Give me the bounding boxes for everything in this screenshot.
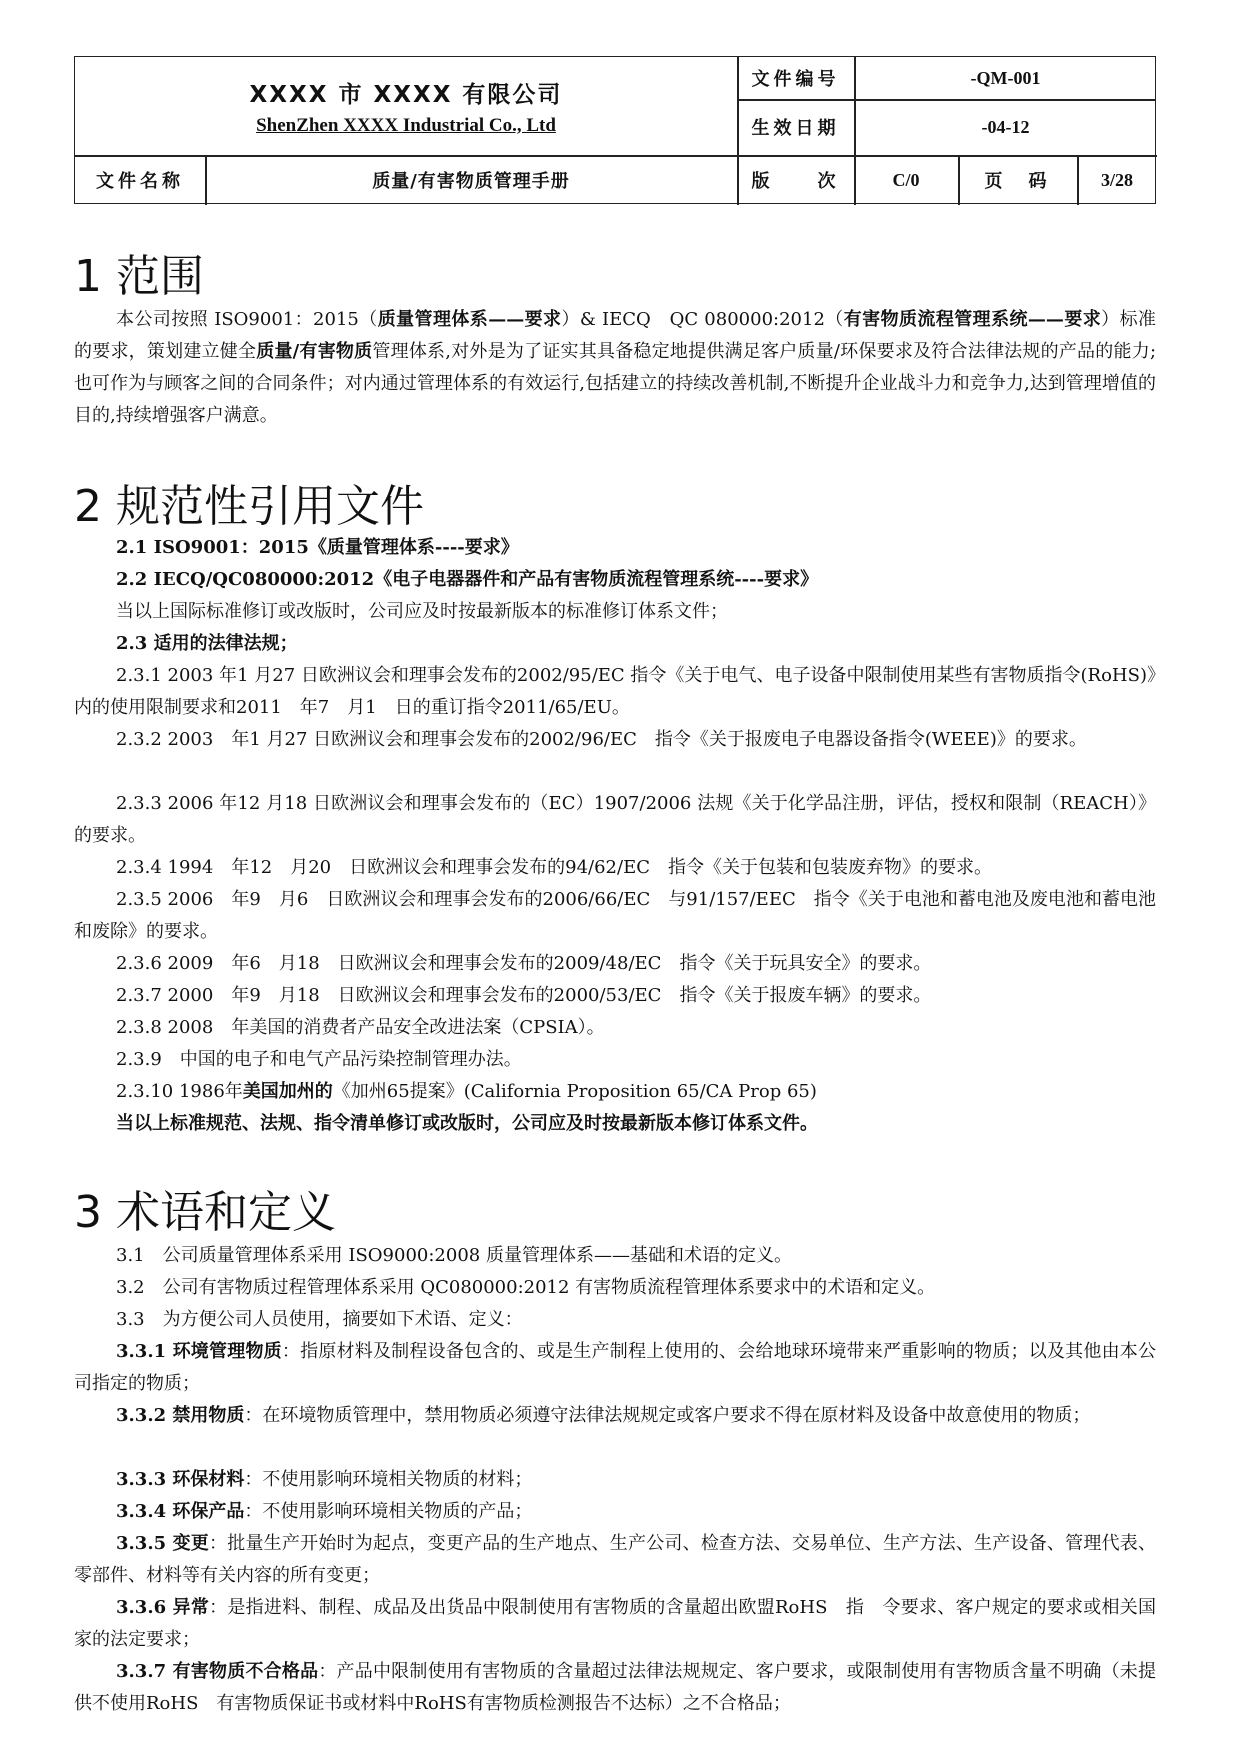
text-run-bold: 质量管理体系——要求 [377, 309, 562, 330]
ref-revision-note: 当以上标准规范、法规、指令清单修订或改版时，公司应及时按最新版本修订体系文件。 [116, 1113, 818, 1134]
ref-2-3-10 [116, 1076, 1156, 1108]
term-3-2: 3.2 公司有害物质过程管理体系采用 QC080000:2012 有害物质流程管理体系要求中的术语和定义。 [116, 1277, 936, 1298]
definition-text: ：指原材料及制程设备包含的、或是生产制程上使用的、会给地球环境带来严重影响的物质；以及其他由本公司指定的物质； [74, 1341, 1157, 1394]
page-label: 页 码 [984, 171, 1051, 192]
ref-2-3-3: 2.3.3 2006 年12 月18 日欧洲议会和理事会发布的（EC）1907/2006 法规《关于化学品注册，评估，授权和限制（REACH）》的要求。 [74, 793, 1156, 846]
doc-name-value: 质量/有害物质管理手册 [372, 171, 570, 192]
definition-3-3-5 [74, 1528, 1156, 1592]
text-run: 2.3.10 1986年 [116, 1081, 243, 1102]
ref-2-3-6: 2.3.6 2009 年6 月18 日欧洲议会和理事会发布的2009/48/EC 指令《关于玩具安全》的要求。 [116, 953, 932, 974]
ref-2-3-8: 2.3.8 2008 年美国的消费者产品安全改进法案（CPSIA）。 [116, 1017, 605, 1038]
effective-date-value: -04-12 [981, 116, 1030, 137]
definition-term: 3.3.1 环境管理物质 [116, 1341, 282, 1362]
definition-text: ：在环境物质管理中，禁用物质必须遵守法律法规规定或客户要求不得在原材料及设备中故意使用的物质； [244, 1405, 1091, 1426]
definition-3-3-2 [74, 1400, 1156, 1432]
section-2-heading: 2 规范性引用文件 [74, 481, 424, 532]
text-run: 《加州65提案》(California Proposition 65/CA Prop 65) [332, 1081, 817, 1102]
ref-2-3-7: 2.3.7 2000 年9 月18 日欧洲议会和理事会发布的2000/53/EC 指令《关于报废车辆》的要求。 [116, 985, 932, 1006]
doc-name-label: 文件名称 [96, 171, 184, 192]
definition-term: 3.3.6 异常 [116, 1597, 210, 1618]
definition-text: ：批量生产开始时为起点，变更产品的生产地点、生产公司、检查方法、交易单位、生产方法、生产设备、管理代表、零部件、材料等有关内容的所有变更； [74, 1533, 1157, 1586]
text-run: ）标准的要求，策划建立健全 [74, 309, 1156, 362]
company-name-zh: XXXX 市 XXXX 有限公司 [249, 81, 563, 108]
version-value: C/0 [892, 169, 920, 190]
definition-text: ：不使用影响环境相关物质的产品； [244, 1501, 533, 1522]
effective-date-label: 生效日期 [751, 118, 840, 139]
definition-3-3-4 [116, 1496, 1156, 1528]
text-run: 本公司按照 ISO9001：2015（ [116, 309, 378, 330]
page-number-value: 3/28 [1100, 169, 1133, 190]
version-label: 版 次 [751, 171, 840, 192]
text-run-bold: 质量/有害物质 [256, 341, 373, 362]
section-1-paragraph [74, 304, 1156, 432]
definition-term: 3.3.5 变更 [116, 1533, 210, 1554]
company-name-en: ShenZhen XXXX Industrial Co., Ltd [256, 114, 556, 136]
term-3-1: 3.1 公司质量管理体系采用 ISO9000:2008 质量管理体系——基础和术语的定义。 [116, 1245, 792, 1266]
definition-text: ：不使用影响环境相关物质的材料； [244, 1469, 533, 1490]
ref-2-3: 2.3 适用的法律法规； [116, 633, 298, 654]
text-run-bold: 有害物质流程管理系统——要求 [843, 309, 1102, 330]
ref-2-3-9: 2.3.9 中国的电子和电气产品污染控制管理办法。 [116, 1049, 522, 1070]
doc-number-label: 文件编号 [751, 69, 840, 90]
definition-term: 3.3.3 环保材料 [116, 1469, 245, 1490]
definition-term: 3.3.7 有害物质不合格品 [116, 1661, 319, 1682]
text-run-bold: 美国加州的 [242, 1081, 333, 1102]
section-1-heading: 1 范围 [74, 251, 204, 302]
definition-term: 3.3.2 禁用物质 [116, 1405, 245, 1426]
text-run: 管理体系,对外是为了证实其具备稳定地提供满足客户质量/环保要求及符合法律法规的产品的能力; 也可作为与顾客之间的合同条件；对内通过管理体系的有效运行,包括建立的持续改善机制,不断提升企业战斗力和竞争力,达到管理增值的目的,持续增强客户满意。 [74, 341, 1157, 426]
company-name-block [75, 57, 737, 155]
ref-2-3-2: 2.3.2 2003 年1 月27 日欧洲议会和理事会发布的2002/96/EC 指令《关于报废电子电器设备指令(WEEE)》的要求。 [116, 729, 1087, 750]
definition-term: 3.3.4 环保产品 [116, 1501, 245, 1522]
ref-2-2-note: 当以上国际标准修订或改版时，公司应及时按最新版本的标准修订体系文件； [116, 601, 728, 622]
ref-2-3-4: 2.3.4 1994 年12 月20 日欧洲议会和理事会发布的94/62/EC 指令《关于包装和包装废弃物》的要求。 [116, 857, 992, 878]
definition-3-3-7 [74, 1656, 1156, 1720]
document-header-table [74, 56, 1156, 204]
definition-text: ：是指进料、制程、成品及出货品中限制使用有害物质的含量超出欧盟RoHS 指 令要求、客户规定的要求或相关国家的法定要求； [74, 1597, 1156, 1650]
ref-2-1: 2.1 ISO9001：2015《质量管理体系----要求》 [116, 537, 519, 558]
definition-3-3-1 [74, 1336, 1156, 1400]
ref-2-3-5: 2.3.5 2006 年9 月6 日欧洲议会和理事会发布的2006/66/EC 与91/157/EEC 指令《关于电池和蓄电池及废电池和蓄电池和废除》的要求。 [74, 889, 1156, 942]
definition-3-3-6 [74, 1592, 1156, 1656]
definition-text: ：产品中限制使用有害物质的含量超过法律法规规定、客户要求，或限制使用有害物质含量不明确（未提供不使用RoHS 有害物质保证书或材料中RoHS有害物质检测报告不达标）之不合格品； [74, 1661, 1156, 1714]
doc-number-value: -QM-001 [970, 67, 1041, 88]
term-3-3: 3.3 为方便公司人员使用，摘要如下术语、定义： [116, 1309, 523, 1330]
text-run: ）& IECQ QC 080000:2012（ [561, 309, 844, 330]
ref-2-3-1: 2.3.1 2003 年1 月27 日欧洲议会和理事会发布的2002/95/EC 指令《关于电气、电子设备中限制使用某些有害物质指令(RoHS)》内的使用限制要求和2011 年7 月1 日的重订指令2011/65/EU。 [74, 665, 1156, 718]
section-3-heading: 3 术语和定义 [74, 1187, 336, 1238]
definition-3-3-3 [116, 1464, 1156, 1496]
ref-2-2: 2.2 IECQ/QC080000:2012《电子电器器件和产品有害物质流程管理系统----要求》 [116, 569, 819, 590]
